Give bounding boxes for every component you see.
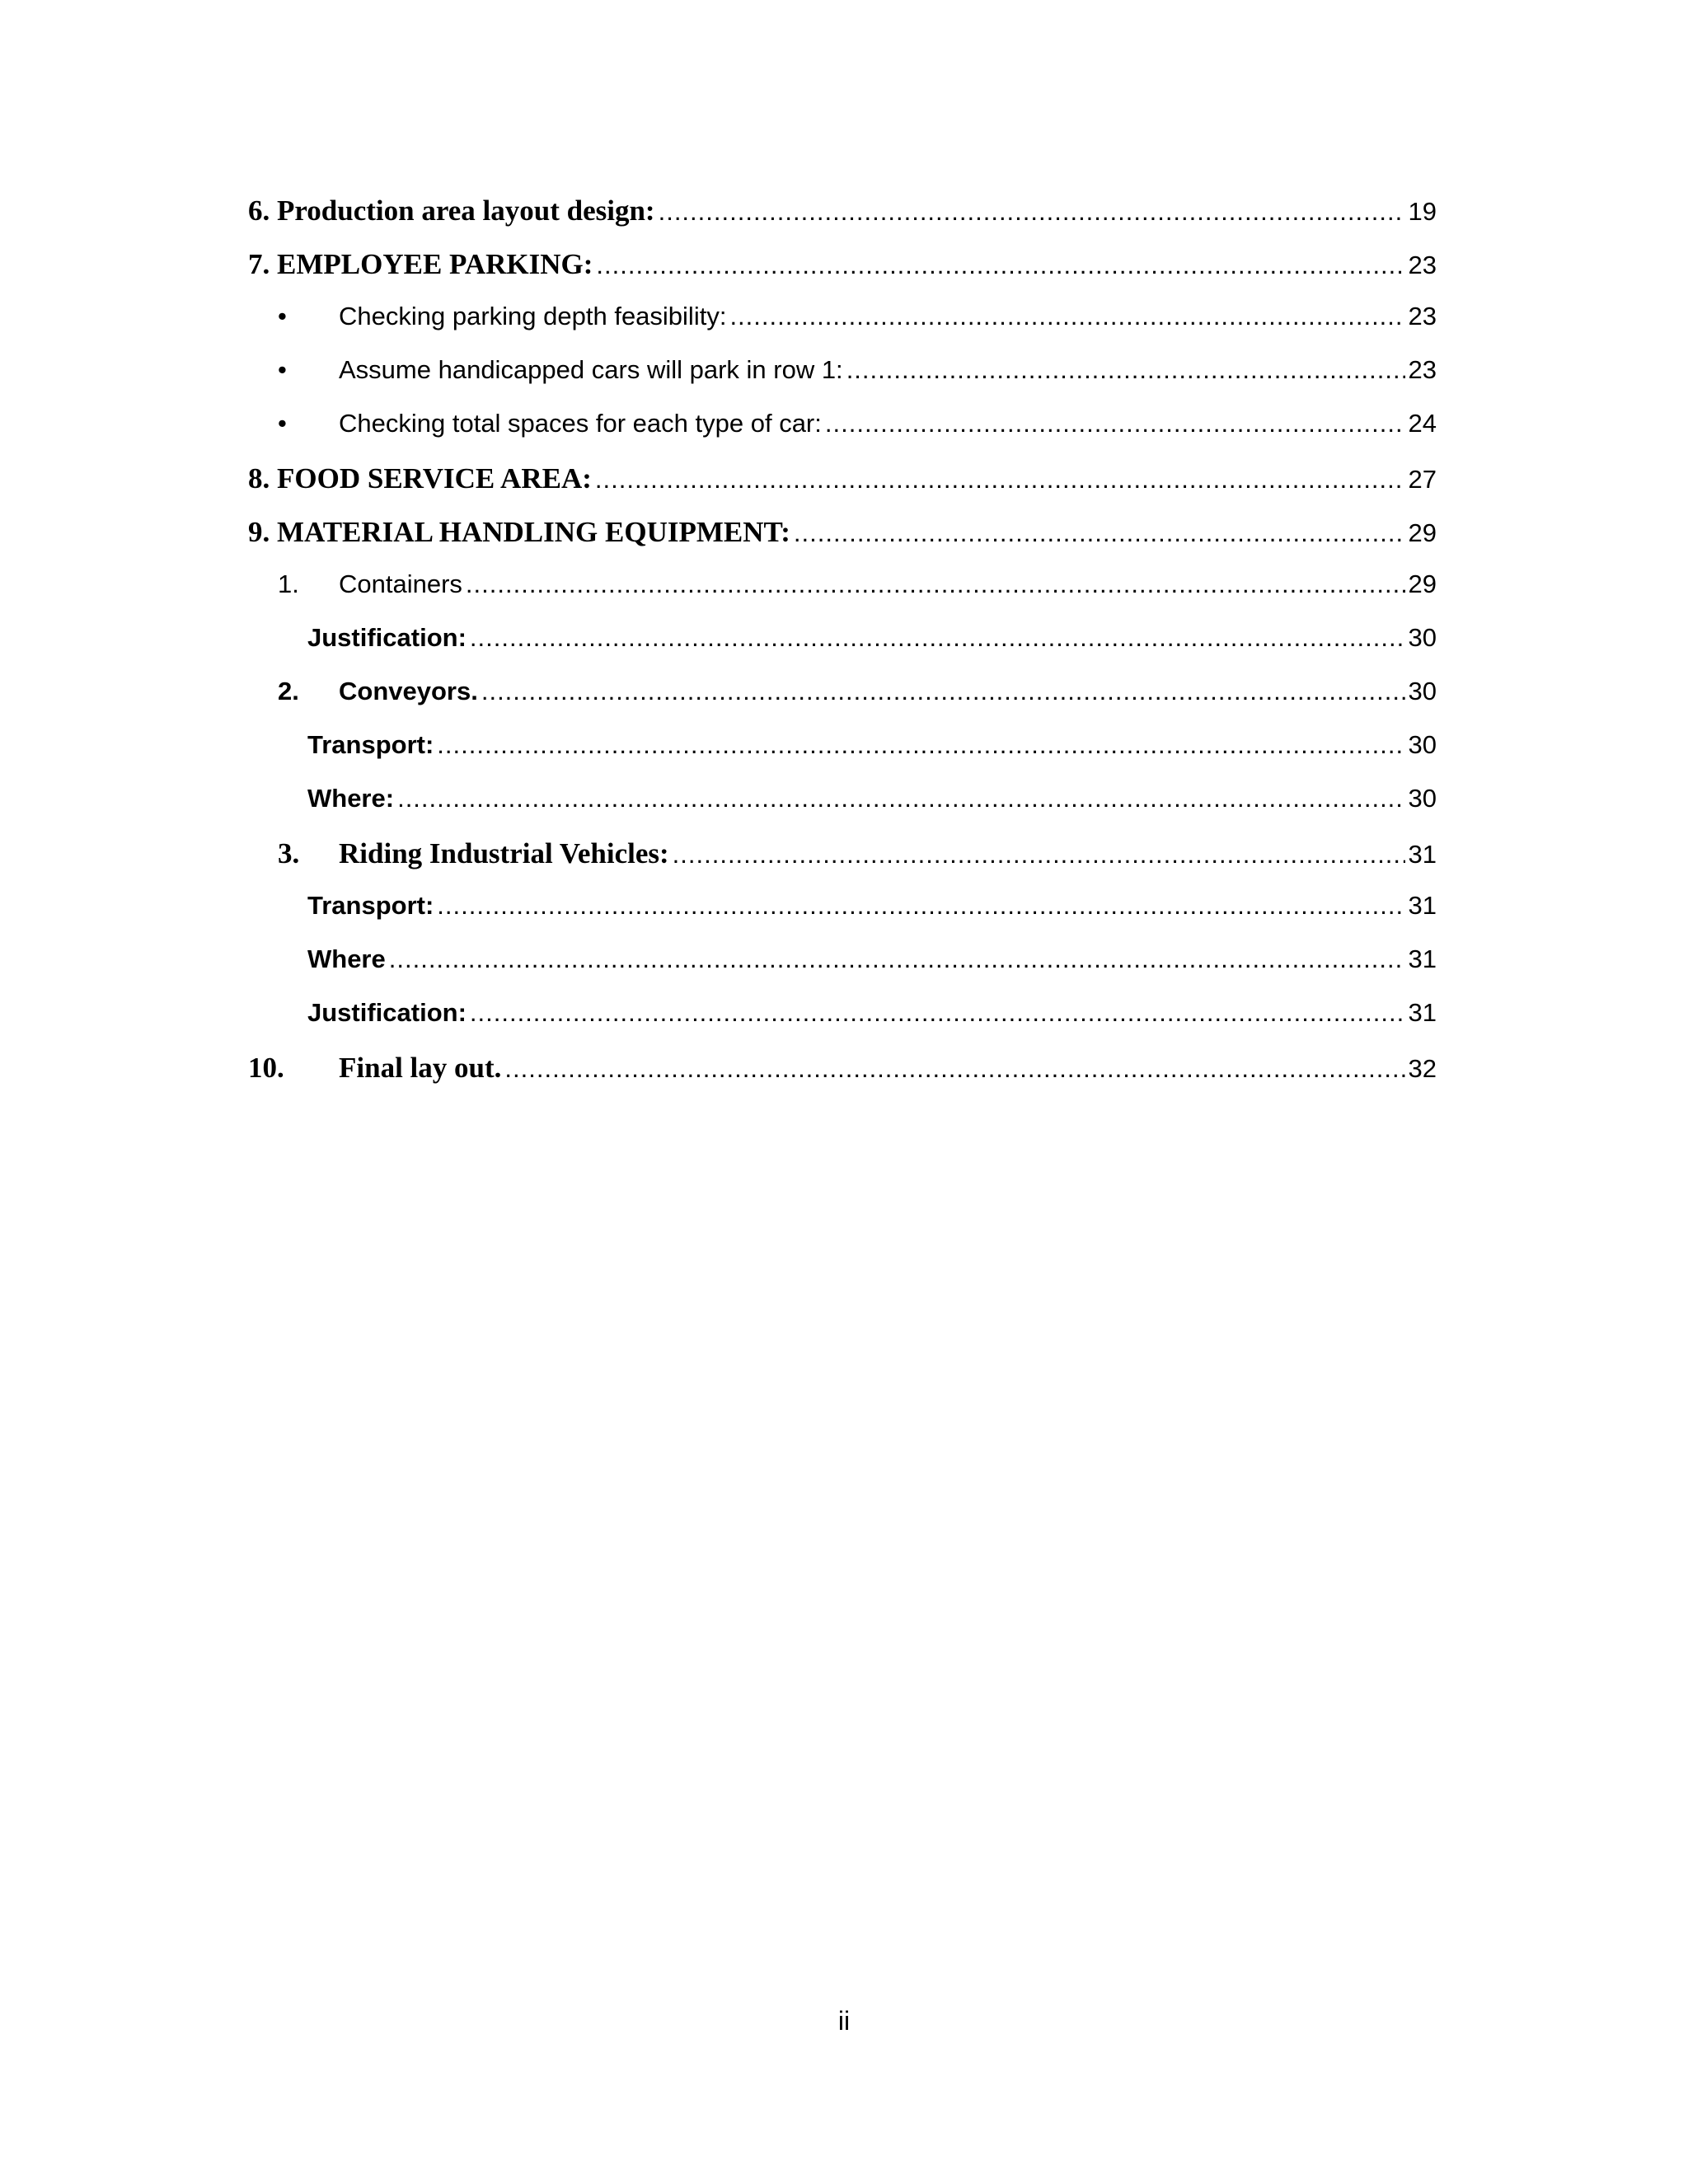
toc-page-number: 19 (1408, 197, 1437, 226)
item-number: 10. (248, 1052, 284, 1084)
toc-page-number: 23 (1408, 355, 1437, 384)
toc-page-number: 31 (1408, 891, 1437, 920)
toc-entry-title: Where: (307, 784, 395, 813)
page-footer-number: ii (837, 2006, 851, 2036)
dot-leader (846, 355, 1405, 385)
toc-page-number: 30 (1408, 730, 1437, 759)
item-number: 2. (278, 677, 299, 705)
bullet-marker: • (278, 302, 287, 330)
bullet-marker: • (278, 355, 287, 384)
toc-entry-title: 7. EMPLOYEE PARKING: (248, 248, 593, 280)
toc-entry-title: 9. MATERIAL HANDLING EQUIPMENT: (248, 516, 790, 548)
toc-entry-where[interactable] (248, 784, 1437, 837)
toc-entry-title: 8. FOOD SERVICE AREA: (248, 462, 592, 494)
toc-page-number: 31 (1408, 998, 1437, 1027)
dot-leader (397, 784, 1404, 813)
toc-entry-title: Conveyors. (339, 677, 478, 705)
toc-entry-justification[interactable] (248, 998, 1437, 1052)
toc-entry-handicapped-cars[interactable] (248, 355, 1437, 409)
toc-entry-title: Transport: (307, 730, 434, 759)
dot-leader (466, 569, 1405, 599)
table-of-contents (248, 194, 1437, 1105)
toc-entry-containers[interactable] (248, 569, 1437, 623)
dot-leader (596, 251, 1404, 280)
dot-leader (729, 302, 1404, 331)
toc-page-number: 31 (1408, 944, 1437, 973)
toc-entry-transport[interactable] (248, 891, 1437, 944)
toc-entry-title: Transport: (307, 891, 434, 920)
toc-entry-riding-vehicles[interactable] (248, 837, 1437, 891)
toc-page-number: 24 (1408, 409, 1437, 438)
toc-entry-where[interactable] (248, 944, 1437, 998)
dot-leader (470, 998, 1405, 1028)
toc-entry-transport[interactable] (248, 730, 1437, 784)
toc-page-number: 29 (1408, 518, 1437, 547)
toc-entry-parking-depth[interactable] (248, 302, 1437, 355)
toc-page-number: 30 (1408, 677, 1437, 705)
bullet-marker: • (278, 409, 287, 438)
toc-entry-material-handling[interactable] (248, 516, 1437, 569)
toc-entry-title: Checking total spaces for each type of car: (339, 409, 822, 438)
toc-entry-title: Assume handicapped cars will park in row 1: (339, 355, 843, 384)
toc-entry-title: Containers (339, 569, 462, 598)
toc-entry-title: Justification: (307, 998, 467, 1027)
toc-entry-justification[interactable] (248, 623, 1437, 677)
dot-leader (595, 465, 1405, 494)
toc-entry-conveyors[interactable] (248, 677, 1437, 730)
dot-leader (504, 1054, 1404, 1084)
toc-entry-production-area[interactable] (248, 194, 1437, 248)
dot-leader (470, 623, 1405, 653)
toc-entry-title: Justification: (307, 623, 467, 652)
dot-leader (437, 730, 1404, 760)
toc-entry-employee-parking[interactable] (248, 248, 1437, 302)
dot-leader (389, 944, 1405, 974)
toc-entry-title: Checking parking depth feasibility: (339, 302, 727, 330)
dot-leader (659, 197, 1405, 227)
toc-entry-food-service[interactable] (248, 462, 1437, 516)
toc-page-number: 23 (1408, 302, 1437, 330)
toc-page-number: 29 (1408, 569, 1437, 598)
toc-page-number: 31 (1408, 840, 1437, 869)
toc-page-number: 23 (1408, 251, 1437, 279)
toc-entry-title: Where (307, 944, 386, 973)
dot-leader (481, 677, 1405, 706)
dot-leader (437, 891, 1404, 921)
dot-leader (794, 518, 1405, 548)
toc-page-number: 32 (1408, 1054, 1437, 1083)
toc-page-number: 30 (1408, 623, 1437, 652)
item-number: 1. (278, 569, 299, 598)
toc-entry-total-spaces[interactable] (248, 409, 1437, 462)
item-number: 3. (278, 837, 300, 869)
toc-page-number: 27 (1408, 465, 1437, 494)
toc-entry-title: Final lay out. (339, 1052, 502, 1084)
dot-leader (825, 409, 1405, 438)
toc-page-number: 30 (1408, 784, 1437, 813)
toc-entry-final-layout[interactable] (248, 1052, 1437, 1105)
toc-entry-title: 6. Production area layout design: (248, 194, 655, 227)
dot-leader (673, 840, 1405, 869)
toc-entry-title: Riding Industrial Vehicles: (339, 837, 669, 869)
